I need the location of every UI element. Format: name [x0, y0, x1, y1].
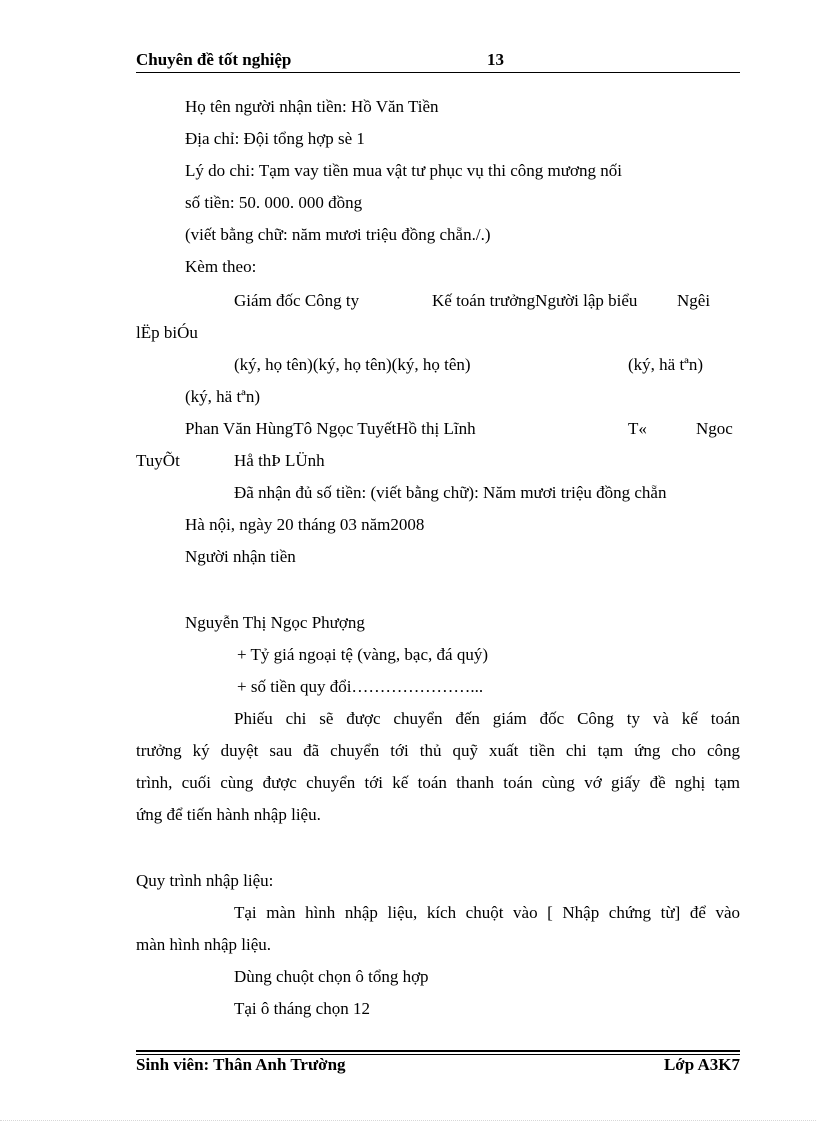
paragraph1-line4: ứng để tiến hành nhập liệu.	[136, 805, 321, 824]
received-line: Đã nhận đủ số tiền: (viết bằng chữ): Năm mươi triệu đồng chẵn	[234, 483, 667, 502]
page-bottom-dotted-border	[0, 1120, 816, 1121]
sign-instructions-c: (ký, hä tªn)	[185, 387, 261, 406]
paragraph1-line1: Phiếu chi sẽ được chuyển đến giám đốc Công ty và kế toán	[234, 709, 740, 728]
header-title: Chuyên đề tốt nghiệp	[136, 50, 292, 69]
signature-ngeu: Ngêi	[677, 291, 711, 310]
signer-names-c: Ngoc	[696, 419, 733, 438]
receiver-label: Người nhận tiền	[185, 547, 296, 566]
paragraph1-line2: trưởng ký duyệt sau đã chuyển tới thủ quỹ xuất tiền chi tạm ứng cho công	[136, 741, 740, 760]
signer-names-b: T«	[628, 419, 647, 438]
footer-student: Sinh viên: Thân Anh Trường	[136, 1055, 346, 1074]
step-month: Tại ô tháng chọn 12	[234, 999, 370, 1018]
recipient-line: Họ tên người nhận tiền: Hồ Văn Tiền	[185, 97, 439, 116]
address-line: Địa chỉ: Đội tổng hợp sè 1	[185, 129, 365, 148]
signature-lep: lËp biÓu	[136, 323, 198, 342]
process-title: Quy trình nhập liệu:	[136, 871, 274, 890]
signer-names-e: Hå thÞ LÜnh	[234, 451, 325, 470]
sign-instructions-b: (ký, hä tªn)	[628, 355, 704, 374]
page-header	[136, 50, 740, 73]
amount-words-line: (viết bằng chữ: năm mươi triệu đồng chẵn./.)	[185, 225, 491, 244]
date-line: Hà nội, ngày 20 tháng 03 năm2008	[185, 515, 425, 534]
paragraph2-line2: màn hình nhập liệu.	[136, 935, 272, 954]
signature-accountant: Kế toán trưởngNgười lập biểu	[432, 291, 638, 310]
step-general: Dùng chuột chọn ô tổng hợp	[234, 967, 429, 986]
amount-line: số tiền: 50. 000. 000 đồng	[185, 193, 363, 212]
signer-names-d: TuyÕt	[136, 451, 180, 470]
footer-rule-thick	[136, 1050, 740, 1052]
page-number: 13	[487, 50, 504, 69]
bullet-exchange-rate: + Tỷ giá ngoại tệ (vàng, bạc, đá quý)	[237, 645, 488, 664]
signer-names-a: Phan Văn HùngTô Ngọc TuyếtHồ thị Lĩnh	[185, 419, 476, 438]
signature-director: Giám đốc Công ty	[234, 291, 360, 310]
sign-instructions-a: (ký, họ tên)(ký, họ tên)(ký, họ tên)	[234, 355, 471, 374]
bullet-converted-amount: + số tiền quy đổi…………………...	[237, 677, 484, 696]
footer-class: Lớp A3K7	[663, 1055, 740, 1074]
receiver-name: Nguyễn Thị Ngọc Phượng	[185, 613, 365, 632]
attached-line: Kèm theo:	[185, 257, 257, 276]
reason-line: Lý do chi: Tạm vay tiền mua vật tư phục vụ thi công mương nối	[185, 161, 622, 180]
paragraph2-line1: Tại màn hình nhập liệu, kích chuột vào [ Nhập chứng từ] để vào	[234, 903, 740, 922]
paragraph1-line3: trình, cuối cùng được chuyển tới kế toán thanh toán cùng vớ giấy đề nghị tạm	[136, 773, 740, 792]
